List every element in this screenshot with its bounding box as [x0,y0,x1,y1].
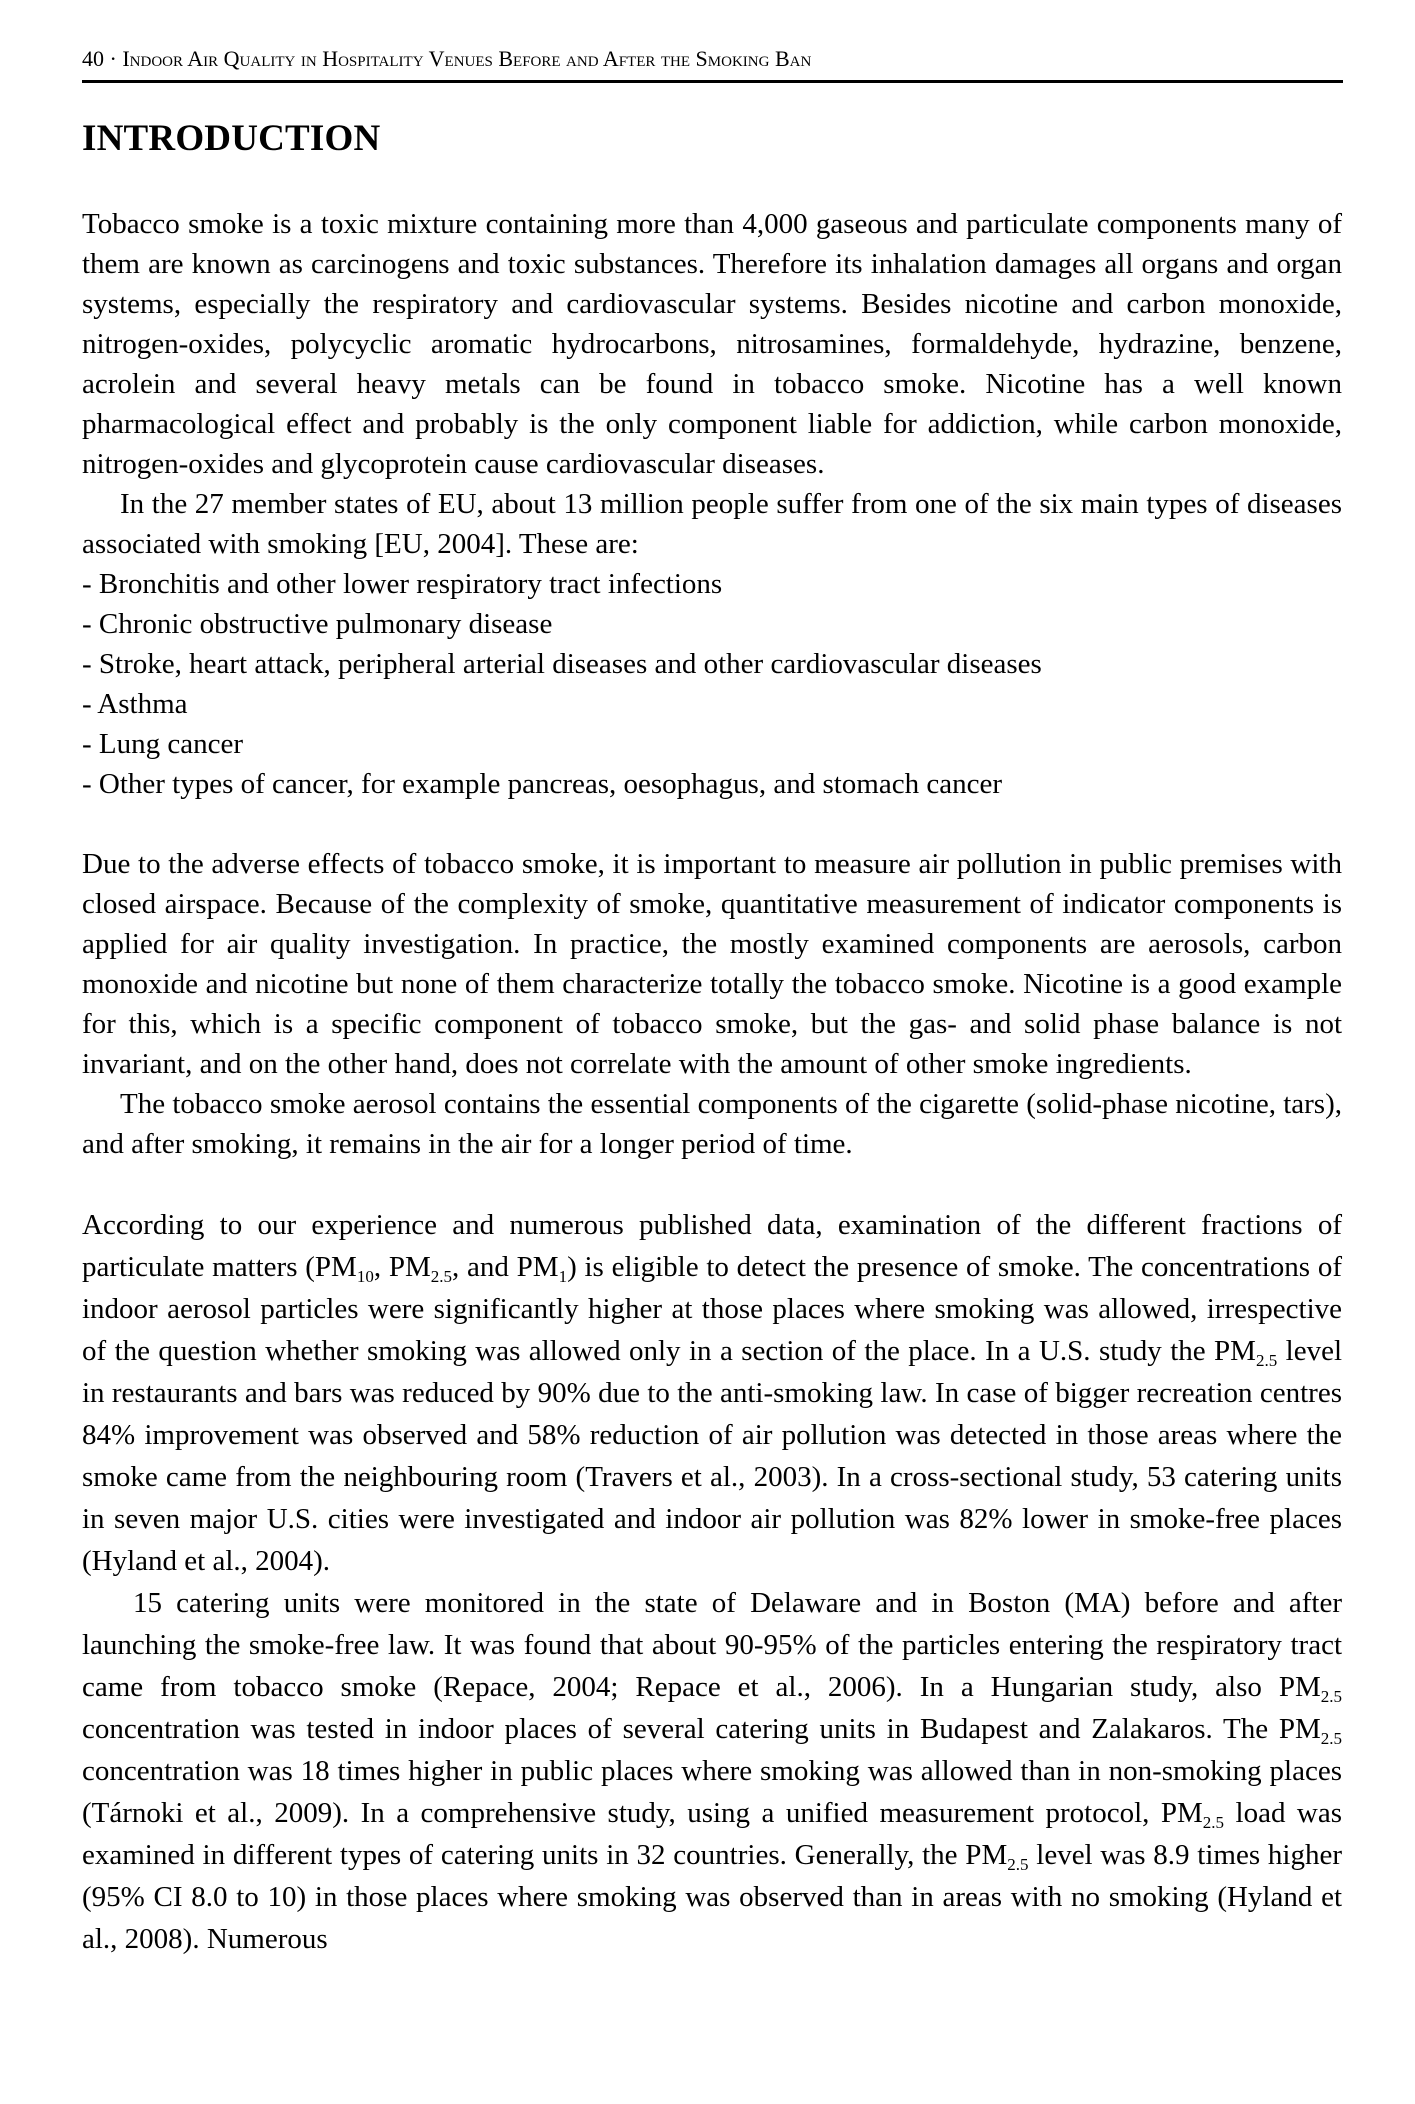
text-run: concentration was 18 times higher in public places where smoking was allowed than in non-smoking places (Tárnoki et al., 2009). In a comprehensive study, using a unified measurement protocol, PM [82,1755,1342,1829]
list-item: - Other types of cancer, for example pancreas, oesophagus, and stomach cancer [82,768,1002,800]
list-item: - Lung cancer [82,728,244,760]
subscript: 10 [356,1267,374,1286]
text-run: concentration was tested in indoor places of several catering units in Budapest and Zalakaros. The PM [82,1713,1321,1745]
paragraph [82,1582,1342,1960]
text-run: According to our experience and numerous published data, examination of the different fractions of particulate matters (PM [82,1209,1342,1283]
list-item: - Stroke, heart attack, peripheral arterial diseases and other cardiovascular diseases [82,648,1042,680]
paragraph: Due to the adverse effects of tobacco smoke, it is important to measure air pollution in public premises with closed airspace. Because of the complexity of smoke, quantitative measurement of indicator components is applied for air quality investigation. In practice, the mostly examined components are aerosols, carbon monoxide and nicotine but none of them characterize totally the tobacco smoke. Nicotine is a good example for this, which is a specific component of tobacco smoke, but the gas- and solid phase balance is not invariant, and on the other hand, does not correlate with the amount of other smoke ingredients. [82,848,1342,1080]
section-title: INTRODUCTION [82,118,381,159]
text-run: load was examined in different types of catering units in 32 countries. Generally, the PM [82,1797,1343,1871]
paragraph: In the 27 member states of EU, about 13 million people suffer from one of the six main types of diseases associated with smoking [EU, 2004]. These are: [82,488,1342,560]
subscript: 2.5 [1255,1351,1278,1370]
paragraph-gap [82,804,1342,844]
text-run: ) is eligible to detect the presence of smoke. The concentrations of indoor aerosol particles were significantly higher at those places where smoking was allowed, irrespective of the question whether smoking was allowed only in a section of the place. In a U.S. study the PM [82,1251,1342,1367]
list-item: - Chronic obstructive pulmonary disease [82,608,553,640]
paragraph: Tobacco smoke is a toxic mixture containing more than 4,000 gaseous and particulate components many of them are known as carcinogens and toxic substances. Therefore its inhalation damages all organs and organ systems, especially the respiratory and cardiovascular systems. Besides nicotine and carbon monoxide, nitrogen-oxides, polycyclic aromatic hydrocarbons, nitrosamines, formaldehyde, hydrazine, benzene, acrolein and several heavy metals can be found in tobacco smoke. Nicotine has a well known pharmacological effect and probably is the only component liable for addiction, while carbon monoxide, nitrogen-oxides and glycoprotein cause cardiovascular diseases. [82,208,1342,480]
text-run: 15 catering units were monitored in the state of Delaware and in Boston (MA) before and after launching the smoke-free law. It was found that about 90-95% of the particles entering the respiratory tract came from tobacco smoke (Repace, 2004; Repace et al., 2006). In a Hungarian study, also PM [82,1587,1342,1703]
text-run: , PM [373,1251,431,1283]
subscript: 2.5 [430,1267,453,1286]
text-run: level was 8.9 times higher (95% CI 8.0 to 10) in those places where smoking was observed than in areas with no smoking (Hyland et al., 2008). Numerous [82,1839,1342,1955]
text-run: , and PM [452,1251,559,1283]
paragraph [82,1204,1342,1582]
separator: · [109,46,117,71]
running-head-title: Indoor Air Quality in Hospitality Venues Before and After the Smoking Ban [122,46,812,71]
body-text [82,204,1342,1960]
header-rule [82,80,1343,83]
subscript: 1 [558,1267,568,1286]
text-run: level in restaurants and bars was reduced by 90% due to the anti-smoking law. In case of bigger recreation centres 84% improvement was observed and 58% reduction of air pollution was detected in those areas where the smoke came from the neighbouring room (Travers et al., 2003). In a cross-sectional study, 53 catering units in seven major U.S. cities were investigated and indoor air pollution was 82% lower in smoke-free places (Hyland et al., 2004). [82,1335,1342,1577]
page-number: 40 [82,46,104,71]
subscript: 2.5 [1007,1855,1029,1874]
subscript: 2.5 [1202,1813,1225,1832]
list-item: - Asthma [82,688,188,720]
subscript: 2.5 [1320,1687,1342,1706]
list-item: - Bronchitis and other lower respiratory tract infections [82,568,723,600]
paragraph-gap [82,1164,1342,1204]
running-head [82,46,811,72]
paragraph: The tobacco smoke aerosol contains the essential components of the cigarette (solid-phase nicotine, tars), and after smoking, it remains in the air for a longer period of time. [82,1088,1342,1160]
subscript: 2.5 [1320,1729,1342,1748]
